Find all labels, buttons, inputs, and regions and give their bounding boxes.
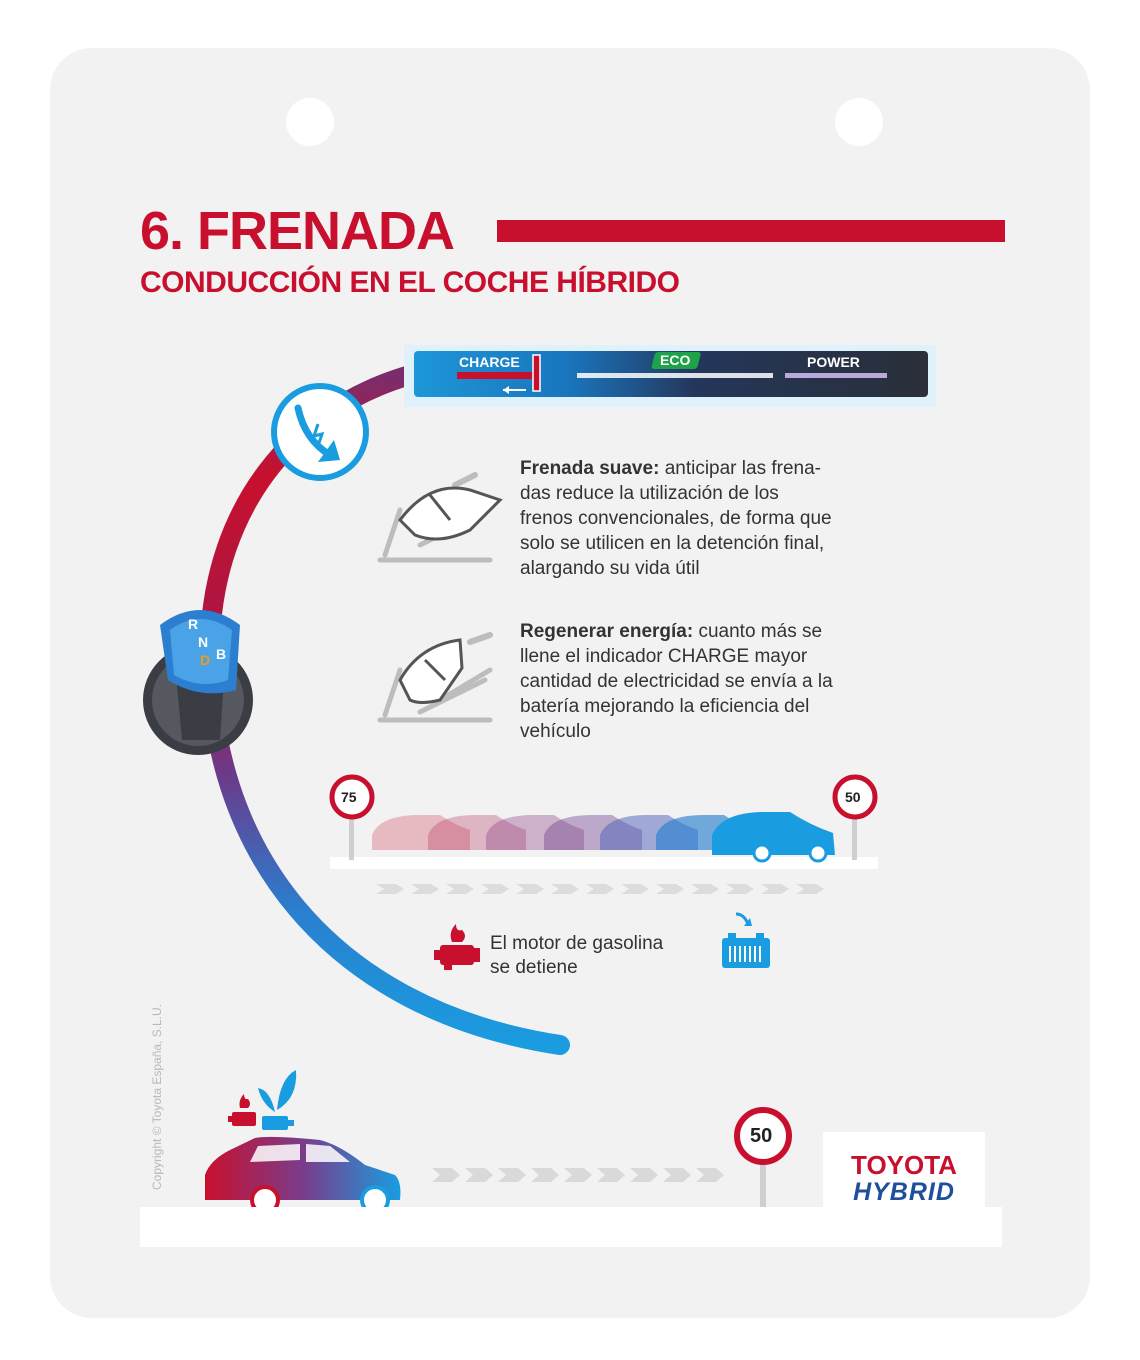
gauge-power-label: POWER [807,354,860,370]
tip-soft-braking-line-1: anticipar las frena- [664,458,821,479]
soft-brake-shoe [400,488,500,539]
gauge-eco-label: ECO [660,352,691,368]
engine-off-icon [434,924,480,970]
shifter-letter-b: B [216,646,227,662]
tip-regenerate-heading: Regenerar energía: [520,621,694,642]
battery-charging-icon [722,914,770,968]
copyright-note: Copyright © Toyota España, S.L.U. [150,1003,164,1190]
engine-stop-caption [490,932,710,980]
shifter-letter-r: R [188,616,199,632]
electric-motor-leaf-icon [258,1070,296,1130]
tip-regenerate-energy [520,619,880,744]
brake-mode-icon [274,386,366,478]
middle-road [330,857,878,869]
shifter-letter-n: N [198,634,209,650]
logo-hybrid: HYBRID [853,1178,955,1206]
bottom-speed-sign-label: 50 [750,1125,773,1147]
small-engine-icon [228,1094,256,1126]
engine-stop-caption-line-2: se detiene [490,957,578,978]
toyota-hybrid-logo [823,1132,985,1222]
page-subtitle: CONDUCCIÓN EN EL COCHE HÍBRIDO [140,266,680,299]
tip-regenerate-line-1: cuanto más se [698,621,823,642]
tip-soft-braking [520,456,880,581]
tip-soft-braking-line-4: solo se utilicen en la detención final, [520,533,825,554]
decelerating-cars [372,812,835,861]
hybrid-car [205,1137,400,1213]
tip-regenerate-line-2: llene el indicador CHARGE mayor [520,646,808,667]
tip-soft-braking-line-5: alargando su vida útil [520,558,700,579]
page-title: 6. FRENADA [140,201,455,261]
tip-regenerate-line-4: batería mejorando la eficiencia del [520,696,810,717]
tip-regenerate-line-5: vehículo [520,721,591,742]
speed-sign-75-label: 75 [341,789,357,805]
tip-soft-braking-line-3: frenos convencionales, de forma que [520,508,832,529]
gauge-charge-label: CHARGE [459,354,520,370]
logo-brand: TOYOTA [851,1150,957,1180]
speed-sign-50-label: 50 [845,789,861,805]
speed-sign-75-pole [349,815,354,860]
tip-regenerate-line-3: cantidad de electricidad se envía a la [520,671,833,692]
flow-arrows-middle [376,884,824,894]
tip-soft-braking-heading: Frenada suave: [520,458,660,479]
speed-sign-50-pole [852,815,857,860]
shifter-letter-d: D [200,652,211,668]
engine-stop-caption-line-1: El motor de gasolina [490,933,664,954]
flow-arrows-bottom [432,1168,724,1182]
tip-soft-braking-line-2: das reduce la utilización de los [520,483,779,504]
